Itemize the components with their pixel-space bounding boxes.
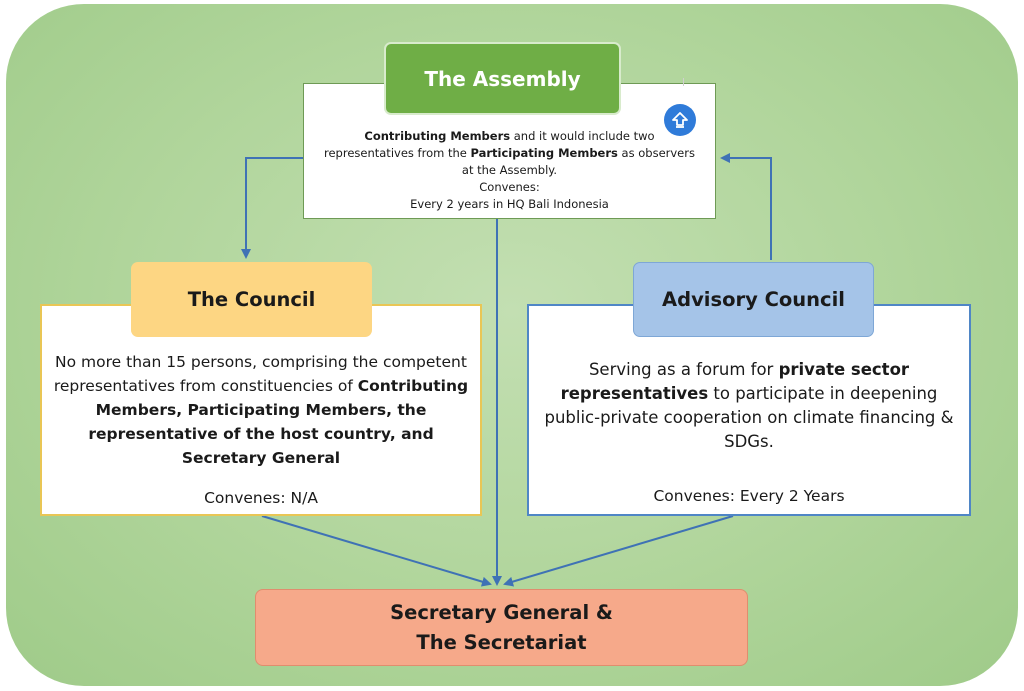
council-convenes: Convenes: N/A <box>204 489 318 507</box>
upload-icon[interactable] <box>664 104 696 136</box>
secretary-line-2: The Secretariat <box>416 630 587 654</box>
assembly-description <box>322 128 697 179</box>
arrow-advisory-to-secretary <box>505 516 733 584</box>
upload-arrow-icon <box>671 111 689 129</box>
advisory-bold-private-sector: private sector representatives <box>560 360 910 403</box>
assembly-text-2: as observers at the Assembly. <box>461 146 695 177</box>
arrow-assembly-to-council <box>246 158 303 257</box>
council-text-1: No more than 15 persons, comprising the competent representatives from constituencies of <box>53 353 467 395</box>
advisory-convenes: Convenes: Every 2 Years <box>653 487 845 505</box>
advisory-text-1: Serving as a forum for <box>588 360 779 379</box>
advisory-text-2: to participate in deepening public-private cooperation on climate financing & SDGs. <box>544 384 954 451</box>
advisory-description <box>539 358 959 454</box>
advisory-title: Advisory Council <box>633 262 874 337</box>
arrow-council-to-secretary <box>262 516 490 584</box>
secretary-line-1: Secretary General & <box>390 600 613 624</box>
assembly-title: The Assembly <box>384 42 621 115</box>
divider-mark <box>683 78 684 86</box>
assembly-bold-contributing: Contributing Members <box>364 129 511 143</box>
assembly-convenes-value: Every 2 years in HQ Bali Indonesia <box>410 197 609 211</box>
council-description <box>52 350 470 470</box>
arrow-advisory-to-assembly <box>722 158 771 260</box>
assembly-convenes-label: Convenes: <box>479 180 540 194</box>
assembly-bold-participating: Participating Members <box>470 146 618 160</box>
secretary-box <box>255 589 748 666</box>
assembly-text-1: and it would include two representatives from the <box>324 129 655 160</box>
council-title: The Council <box>131 262 372 337</box>
council-bold-members: Contributing Members, Participating Members, the representative of the host country, and Secretary General <box>88 377 469 467</box>
